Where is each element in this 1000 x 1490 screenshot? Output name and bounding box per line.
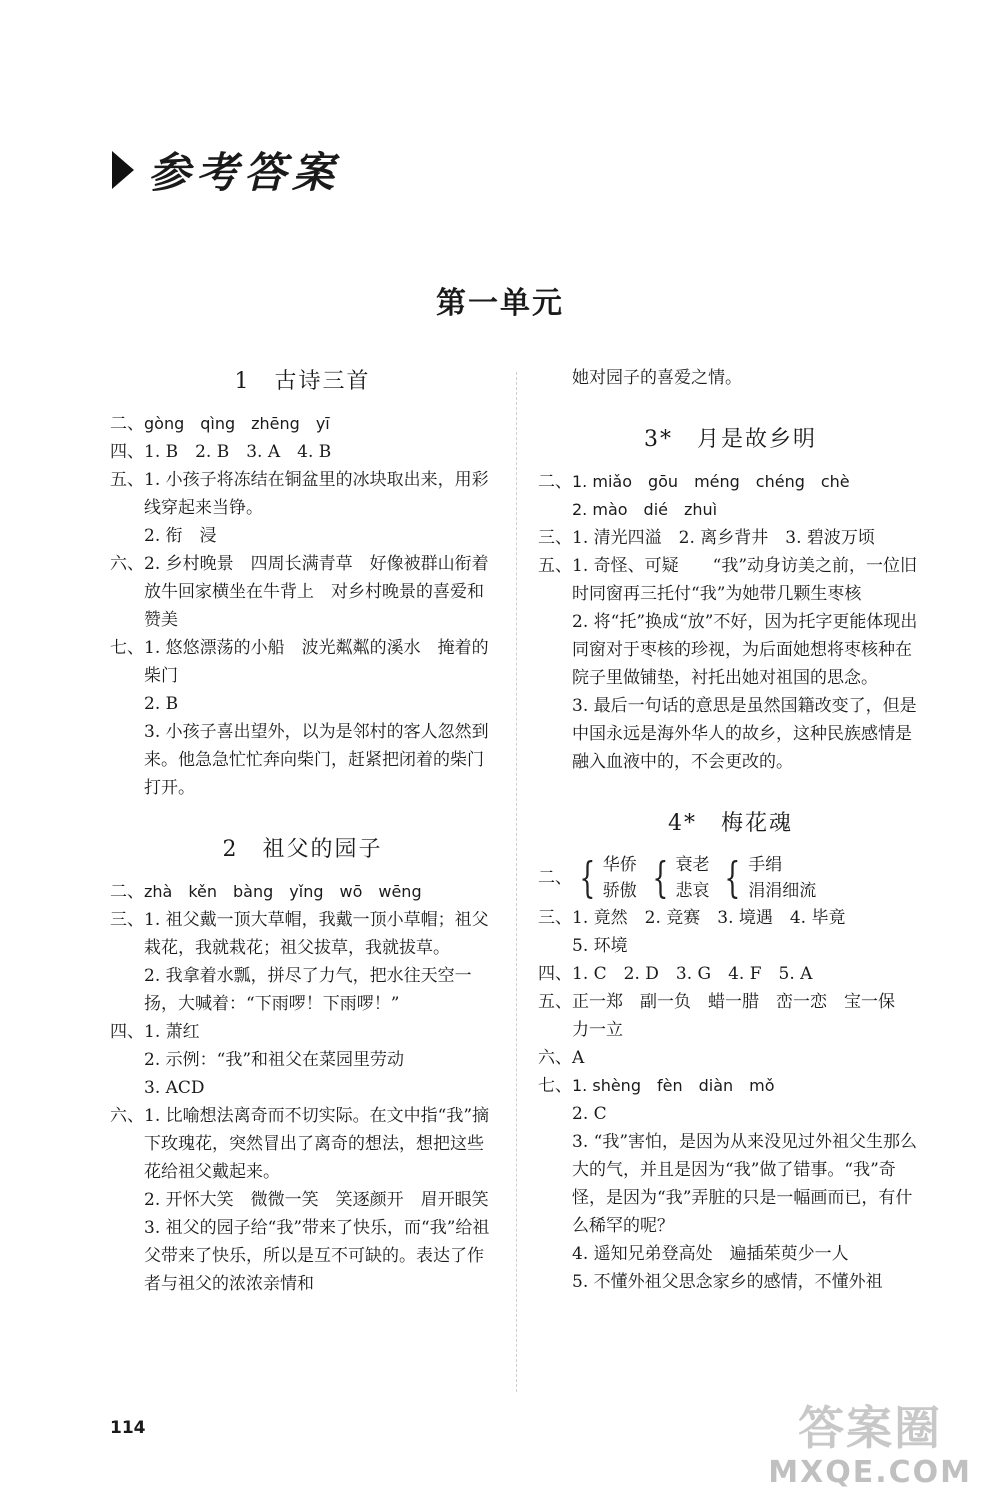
item-subtext: 2. 衔 浸 <box>144 526 217 546</box>
item-label: 六、 <box>110 554 144 574</box>
item-text: zhà kěn bàng yǐng wō wēng <box>144 882 422 901</box>
item-subtext: 3. 最后一句话的意思是虽然国籍改变了，但是中国永远是海外华人的故乡，这种民族感情是融入血液中的，不会更改的。 <box>572 696 917 772</box>
answer-item <box>110 410 495 438</box>
item-label: 四、 <box>110 1022 144 1042</box>
answer-item <box>110 1102 495 1186</box>
item-text: 1. 悠悠漂荡的小船 波光粼粼的溪水 掩着的柴门 <box>144 638 489 686</box>
item-subtext: 2. B <box>144 694 179 714</box>
item-text: 1. 祖父戴一顶大草帽，我戴一顶小草帽；祖父栽花，我就栽花；祖父拔草，我就拔草。 <box>144 910 489 958</box>
item-text: gòng qìng zhēng yī <box>144 414 330 433</box>
item-text: 正一郑 副一负 蜡一腊 峦一恋 宝一保 力一立 <box>572 992 912 1040</box>
word-group <box>748 852 816 904</box>
answer-item <box>110 438 495 466</box>
item-text: A <box>572 1048 585 1068</box>
item-text: 1. 小孩子将冻结在铜盆里的冰块取出来，用彩线穿起来当铮。 <box>144 470 489 518</box>
answer-item <box>110 634 495 690</box>
item-label: 二、 <box>538 472 572 492</box>
item-text: 1. miǎo gōu méng chéng chè <box>572 472 850 491</box>
item-label: 四、 <box>538 964 572 984</box>
item-subtext: 2. C <box>572 1104 607 1124</box>
answer-item <box>538 1044 923 1072</box>
answer-item <box>538 1072 923 1100</box>
answer-item <box>110 906 495 962</box>
item-text: 1. 比喻想法离奇而不切实际。在文中指“我”摘下玫瑰花，突然冒出了离奇的想法，想把这些花给祖父戴起来。 <box>144 1106 490 1182</box>
item-label: 二、 <box>538 868 572 888</box>
item-text: 1. B 2. B 3. A 4. B <box>144 442 332 462</box>
page-number: 114 <box>110 1418 146 1438</box>
carried-text: 她对园子的喜爱之情。 <box>572 368 742 388</box>
word-group <box>675 852 709 904</box>
answer-item <box>110 466 495 522</box>
item-text: 1. 竟然 2. 竞赛 3. 境遇 4. 毕竟 <box>572 908 846 928</box>
column-divider <box>516 372 517 1392</box>
item-label: 三、 <box>538 908 572 928</box>
triangle-icon <box>112 151 134 189</box>
word: 涓涓细流 <box>748 881 817 901</box>
section-title: 2 祖父的园子 <box>222 837 383 862</box>
section-title: 3* 月是故乡明 <box>644 427 817 452</box>
item-subtext: 5. 环境 <box>572 936 628 956</box>
answer-item <box>538 904 923 932</box>
answer-item <box>110 878 495 906</box>
answer-item <box>538 468 923 496</box>
left-brace-icon: { <box>724 853 741 902</box>
item-subtext: 3. 小孩子喜出望外，以为是邻村的客人忽然到来。他急急忙忙奔向柴门，赶紧把闭着的柴门打开。 <box>144 722 489 798</box>
item-label: 三、 <box>110 910 144 930</box>
item-text: 1. 清光四溢 2. 离乡背井 3. 碧波万顷 <box>572 528 875 548</box>
item-text: 2. 乡村晚景 四周长满青草 好像被群山衔着 放牛回家横坐在牛背上 对乡村晚景的喜爱和赞美 <box>144 554 506 630</box>
item-label: 六、 <box>538 1048 572 1068</box>
answer-item <box>110 550 506 634</box>
item-subtext: 3. “我”害怕，是因为从来没见过外祖父生那么大的气，并且是因为“我”做了错事。“我”奇怪，是因为“我”弄脏的只是一幅画而已，有什么稀罕的呢？ <box>572 1132 918 1236</box>
item-label: 七、 <box>110 638 144 658</box>
item-label: 五、 <box>538 992 572 1012</box>
left-brace-icon: { <box>579 853 596 902</box>
item-label: 二、 <box>110 414 144 434</box>
item-label: 四、 <box>110 442 144 462</box>
item-subtext: 3. ACD <box>144 1078 205 1098</box>
section-title: 4* 梅花魂 <box>668 811 793 836</box>
item-text: 1. shèng fèn diàn mǒ <box>572 1076 775 1095</box>
word: 手绢 <box>748 855 783 875</box>
section-title: 1 古诗三首 <box>234 369 371 394</box>
answer-item <box>538 960 923 988</box>
watermark-logo-text: 答案圈 <box>798 1401 943 1455</box>
unit-title: 第一单元 <box>436 286 564 321</box>
item-label: 三、 <box>538 528 572 548</box>
item-subtext: 2. 示例：“我”和祖父在菜园里劳动 <box>144 1050 405 1070</box>
left-column <box>110 360 506 1298</box>
watermark-url: MXQE.COM <box>768 1455 972 1490</box>
item-subtext: 2. mào dié zhuì <box>572 500 718 519</box>
word: 骄傲 <box>602 881 637 901</box>
item-subtext: 5. 不懂外祖父思念家乡的感情，不懂外祖 <box>572 1272 883 1292</box>
word: 华侨 <box>602 855 637 875</box>
item-label: 二、 <box>110 882 144 902</box>
item-subtext: 3. 祖父的园子给“我”带来了快乐，而“我”给祖父带来了快乐，所以是互不可缺的。表达了作者与祖父的浓浓亲情和 <box>144 1218 490 1294</box>
answer-item <box>110 1018 495 1046</box>
item-subtext: 2. 将“托”换成“放”不好，因为托字更能体现出同窗对于枣核的珍视，为后面她想将枣核种在院子里做铺垫，衬托出她对祖国的思念。 <box>572 612 918 688</box>
answer-item <box>538 524 923 552</box>
item-label: 七、 <box>538 1076 572 1096</box>
item-label: 六、 <box>110 1106 144 1126</box>
answer-item <box>538 988 923 1044</box>
item-subtext: 4. 遥知兄弟登高处 遍插茱萸少一人 <box>572 1244 849 1264</box>
item-text: 1. C 2. D 3. G 4. F 5. A <box>572 964 813 984</box>
item-text: 1. 萧红 <box>144 1022 200 1042</box>
right-column <box>538 360 923 1296</box>
word: 衰老 <box>675 855 710 875</box>
answer-banner <box>112 140 340 200</box>
item-text: 1. 奇怪、可疑 “我”动身访美之前，一位旧时同窗再三托付“我”为她带几颗生枣核 <box>572 556 918 604</box>
answer-item <box>538 852 923 904</box>
item-subtext: 2. 我拿着水瓢，拼尽了力气，把水往天空一扬，大喊着：“下雨啰！下雨啰！” <box>144 966 472 1014</box>
item-subtext: 2. 开怀大笑 微微一笑 笑逐颜开 眉开眼笑 <box>144 1190 489 1210</box>
answer-item <box>538 552 923 608</box>
item-label: 五、 <box>538 556 572 576</box>
left-brace-icon: { <box>652 853 669 902</box>
item-label: 五、 <box>110 470 144 490</box>
watermark <box>768 1392 972 1488</box>
page-title: 参考答案 <box>148 148 341 197</box>
word: 悲哀 <box>675 881 710 901</box>
word-group <box>603 852 637 904</box>
